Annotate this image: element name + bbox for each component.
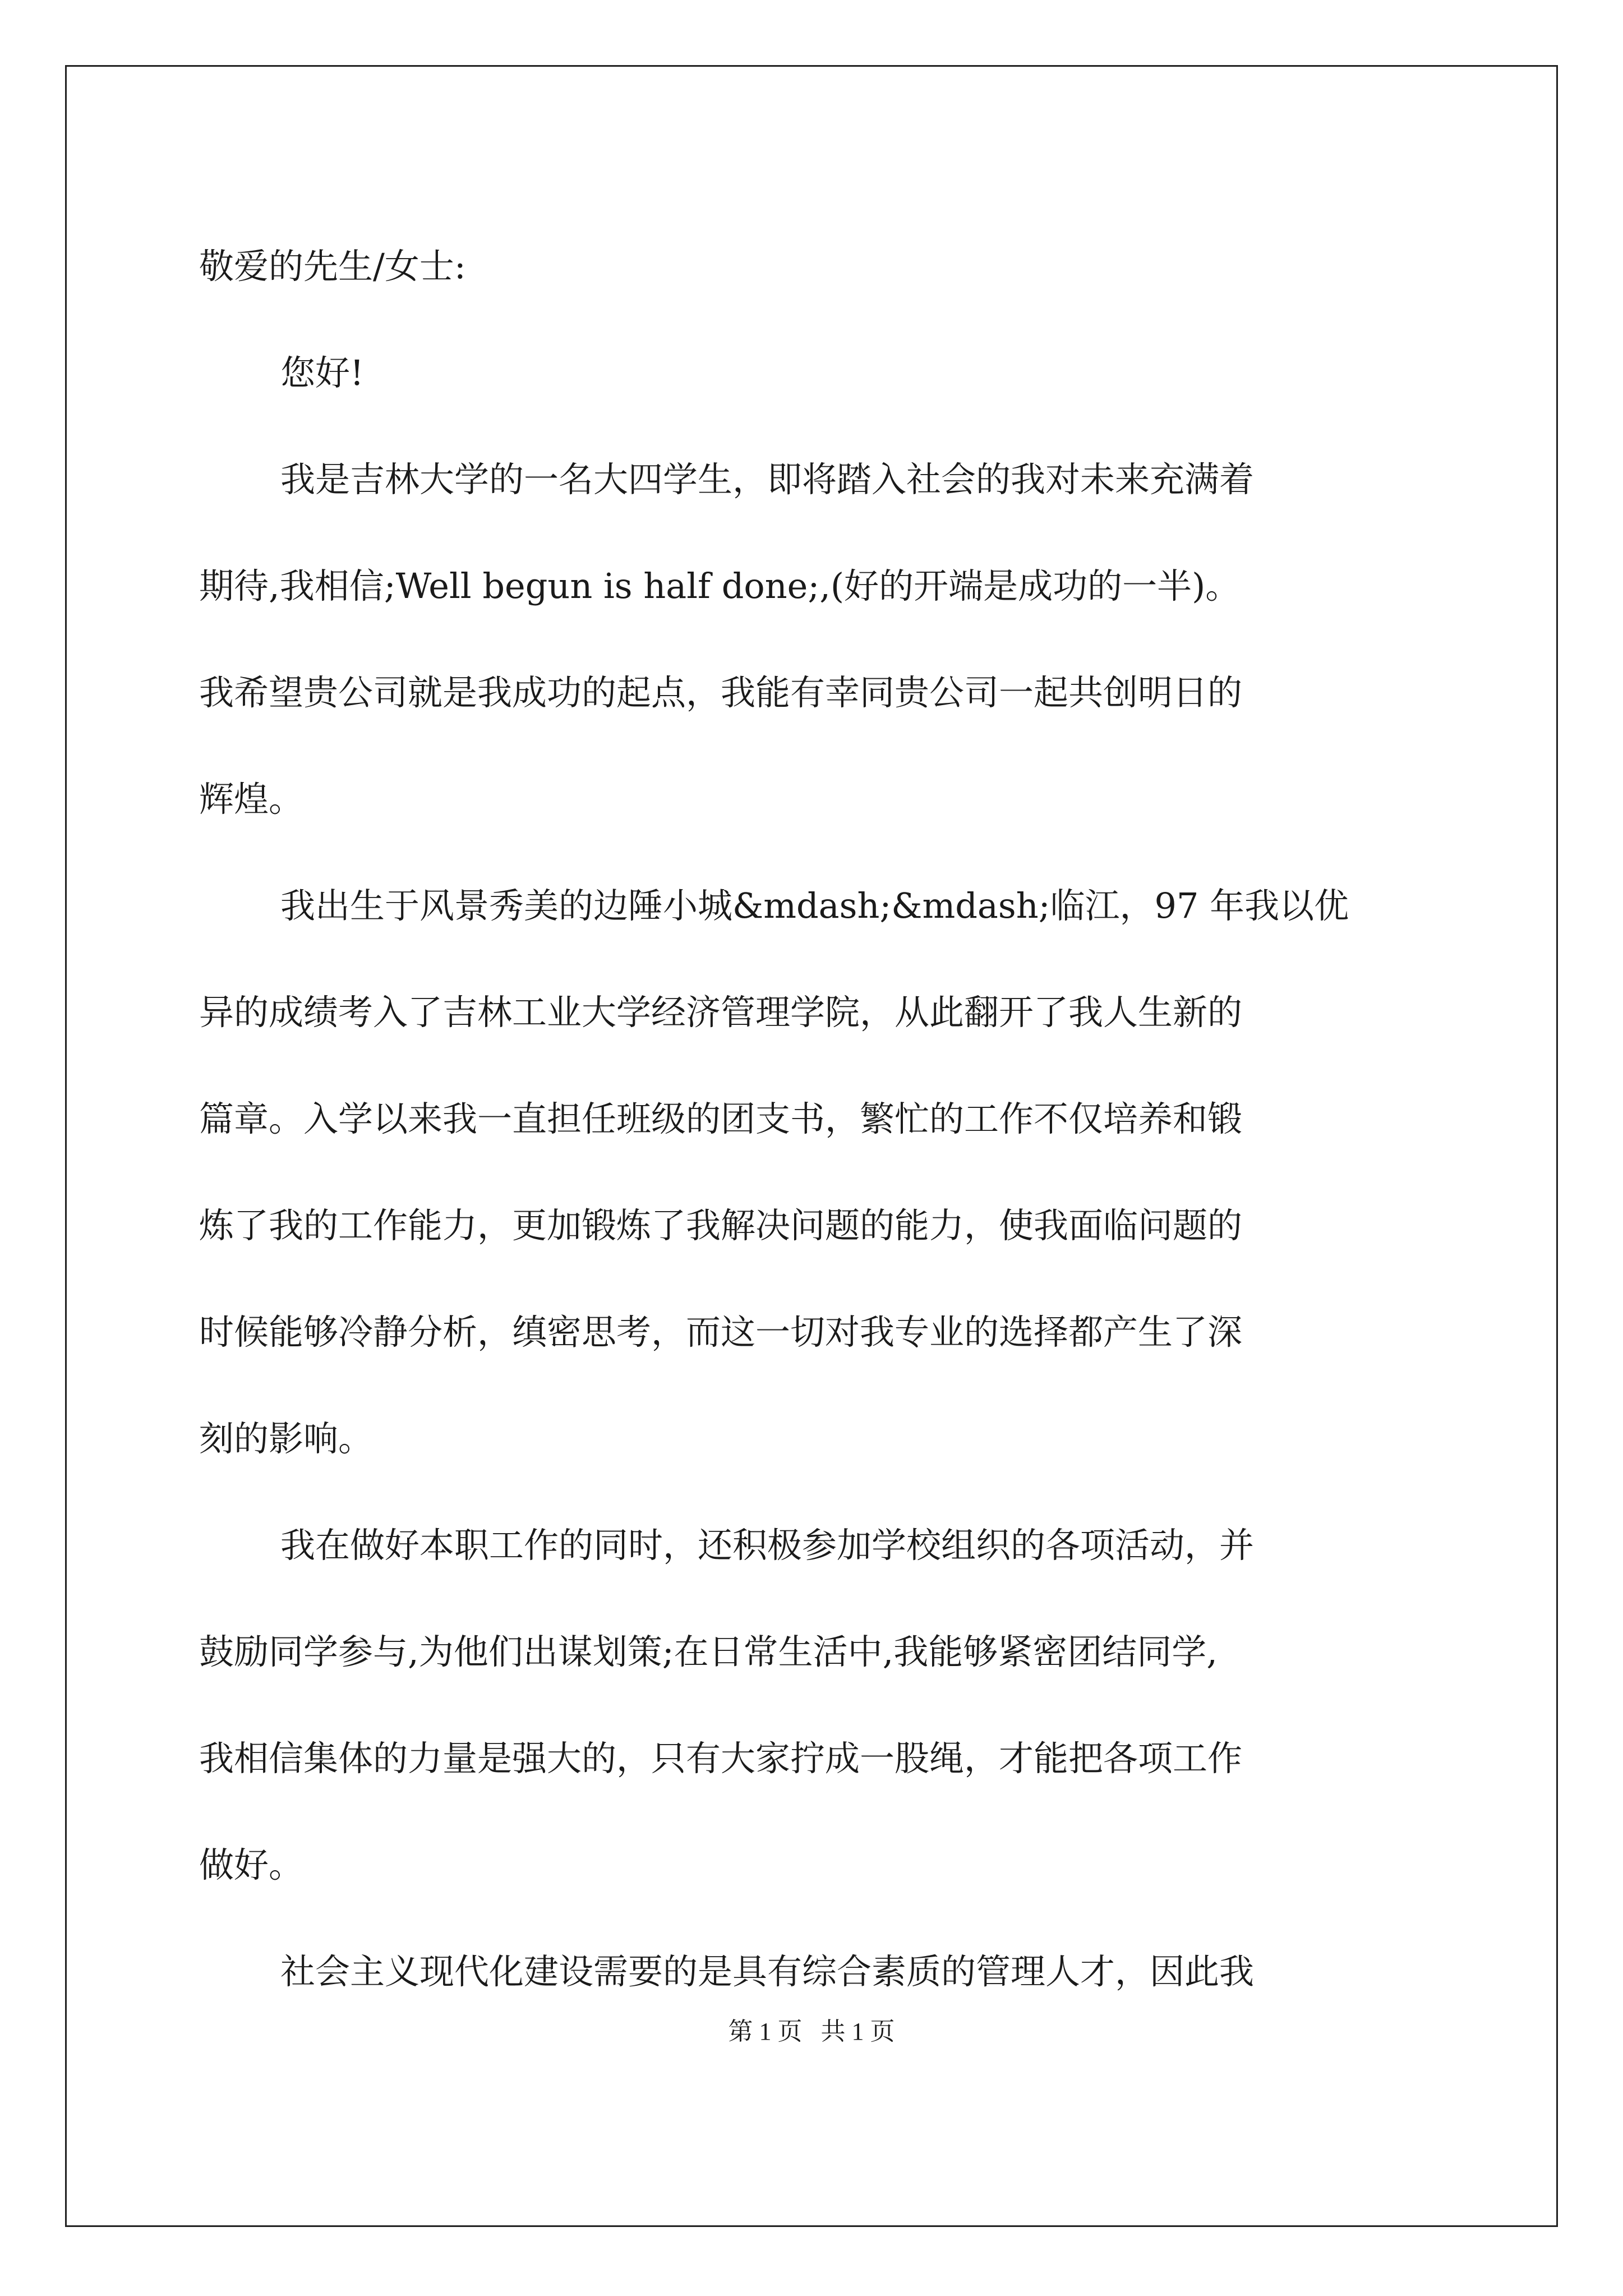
text-line: 鼓励同学参与,为他们出谋划策;在日常生活中,我能够紧密团结同学,: [199, 1631, 1218, 1672]
page-number-label: 第 1 页 共 1 页: [728, 2018, 895, 2045]
text-line: 我是吉林大学的一名大四学生，即将踏入社会的我对未来充满着: [280, 459, 1255, 500]
page-footer: [0, 2011, 1623, 2047]
text-line: 我出生于风景秀美的边陲小城&mdash;&mdash;临江，97 年我以优: [280, 885, 1349, 926]
text-line: 辉煌。: [199, 779, 304, 820]
document-body: [199, 213, 1433, 2025]
text-line: 做好。: [199, 1844, 304, 1885]
text-line: 社会主义现代化建设需要的是具有综合素质的管理人才，因此我: [280, 1951, 1255, 1992]
text-line: 时候能够冷静分析，缜密思考，而这一切对我专业的选择都产生了深: [199, 1312, 1243, 1352]
text-line: 异的成绩考入了吉林工业大学经济管理学院，从此翻开了我人生新的: [199, 992, 1243, 1033]
text-line: 期待,我相信;Well begun is half done;,(好的开端是成功的一半)。: [199, 565, 1241, 606]
text-line: 炼了我的工作能力，更加锻炼了我解决问题的能力，使我面临问题的: [199, 1205, 1243, 1246]
text-line: 篇章。入学以来我一直担任班级的团支书，繁忙的工作不仅培养和锻: [199, 1098, 1243, 1139]
text-line: 刻的影响。: [199, 1418, 374, 1459]
text-line: 我相信集体的力量是强大的，只有大家拧成一股绳，才能把各项工作: [199, 1738, 1243, 1779]
greeting-line: 敬爱的先生/女士:: [199, 246, 466, 287]
text-line: 我希望贵公司就是我成功的起点，我能有幸同贵公司一起共创明日的: [199, 672, 1243, 713]
salutation-line: 您好!: [280, 352, 364, 393]
body-paragraphs: [199, 426, 1433, 2025]
text-line: 我在做好本职工作的同时，还积极参加学校组织的各项活动，并: [280, 1525, 1255, 1566]
